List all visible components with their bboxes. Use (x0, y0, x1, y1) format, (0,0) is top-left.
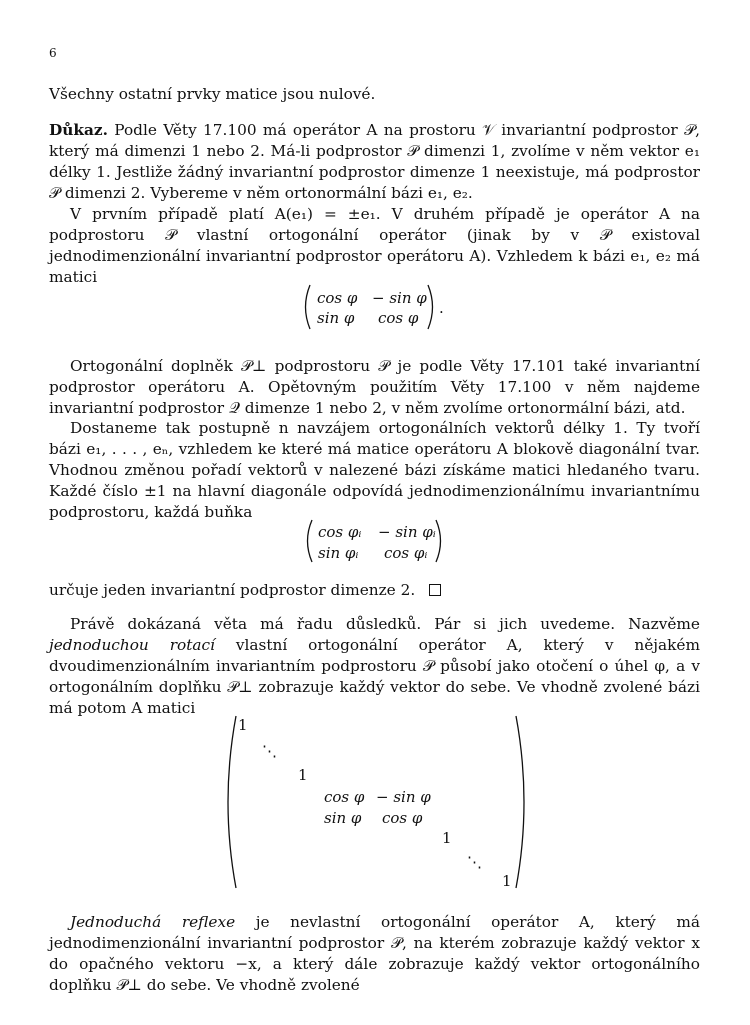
paragraph-proof (49, 120, 700, 204)
paragraph-rotation (49, 614, 700, 719)
paragraph-basis: Dostaneme tak postupně n navzájem ortogonálních vektorů délky 1. Ty tvoří bázi e₁, . . . , eₙ, vzhledem ke které má matice operátoru A blokově diagonální tvar. Vhodnou změnou pořadí vektorů v nalezené bázi získáme matici hledaného tvaru. Každé číslo ±1 na hlavní diagonále odpovídá jednodimenzionálnímu invariantnímu podprostoru, každá buňka (49, 419, 700, 521)
matrix2-a11: cos φᵢ (318, 523, 362, 541)
matrix3-one-end: 1 (502, 872, 512, 890)
matrix2-a22: cos φᵢ (384, 544, 428, 562)
matrix3-one-top: 1 (238, 716, 248, 734)
paragraph-complement: Ortogonální doplněk 𝒫⊥ podprostoru 𝒫 je podle Věty 17.101 také invariantní podprostor operátoru A. Opětovným použitím Věty 17.100 v něm najdeme invariantní podprostor 𝒬 dimenze 1 nebo 2, v něm zvolíme ortonormální bázi, atd. (49, 357, 700, 417)
paragraph-reflection (49, 912, 700, 996)
matrix2-a21: sin φᵢ (318, 544, 359, 562)
matrix3-one-mid: 1 (298, 766, 308, 784)
matrix3-c22: cos φ (382, 809, 423, 827)
matrix3-c11: cos φ (324, 788, 365, 806)
reflection-text: je nevlastní ortogonální operátor A, který má jednodimenzionální invariantní podprostor 𝒫, na kterém zobrazuje každý vektor x do opačného vektoru −x, a který dále zobrazuje každý vektor ortogonálního doplňku 𝒫⊥ do sebe. Ve vhodně zvolené (49, 913, 700, 994)
term-simple-rotation: jednoduchou rotací (49, 636, 215, 654)
matrix3-c21: sin φ (324, 809, 362, 827)
matrix1-a11: cos φ (317, 289, 358, 307)
rotation-text-a: Právě dokázaná věta má řadu důsledků. Pár si jich uvedeme. Nazvěme (70, 615, 700, 633)
paragraph-intro: Všechny ostatní prvky matice jsou nulové. (49, 85, 376, 103)
right-paren (516, 716, 524, 888)
term-simple-reflection: Jednoduchá reflexe (70, 913, 236, 931)
rotation-text-b: vlastní ortogonální operátor A, který v nějakém dvoudimenzionálním invariantním podprostoru 𝒫 působí jako otočení o úhel φ, a v ortogonálním doplňku 𝒫⊥ zobrazuje každý vektor do sebe. Ve vhodně zvolené bázi má potom A matici (49, 636, 700, 717)
paragraph-conclusion (49, 580, 700, 601)
left-paren (306, 285, 311, 329)
simple-rotation-matrix (222, 712, 532, 894)
matrix1-a12: − sin φ (372, 289, 427, 307)
matrix1-a21: sin φ (317, 309, 355, 327)
left-paren (228, 716, 236, 888)
paragraph-case: V prvním případě platí A(e₁) = ±e₁. V druhém případě je operátor A na podprostoru 𝒫 vlastní ortogonální operátor (jinak by v 𝒫 existoval jednodimenzionální invariantní podprostor operátoru A). Vzhledem k bázi e₁, e₂ má matici (49, 205, 700, 286)
matrix1-period: . (439, 299, 444, 317)
rotation-matrix-2x2 (300, 283, 450, 331)
conclusion-text: určuje jeden invariantní podprostor dimenze 2. (49, 581, 416, 599)
left-paren (308, 520, 313, 562)
qed-square-icon (429, 584, 441, 596)
page-number: 6 (49, 46, 57, 60)
matrix1-a22: cos φ (378, 309, 419, 327)
right-paren (428, 285, 433, 329)
proof-text: Podle Věty 17.100 má operátor A na prostoru 𝒱 invariantní podprostor 𝒫, který má dimenzi 1 nebo 2. Má-li podprostor 𝒫 dimenzi 1, zvolíme v něm vektor e₁ délky 1. Jestliže žádný invariantní podprostor dimenze 1 neexistuje, má podprostor 𝒫 dimenzi 2. Vybereme v něm ortonormální bázi e₁, e₂. (49, 121, 700, 202)
block-matrix-2x2 (302, 518, 448, 564)
right-paren (436, 520, 441, 562)
matrix3-one-low: 1 (442, 829, 452, 847)
matrix2-a12: − sin φᵢ (378, 523, 436, 541)
proof-label: Důkaz. (49, 121, 108, 139)
matrix3-ddots-2: ⋱ (467, 853, 482, 871)
matrix3-ddots-1: ⋱ (262, 742, 277, 760)
matrix3-c12: − sin φ (376, 788, 431, 806)
